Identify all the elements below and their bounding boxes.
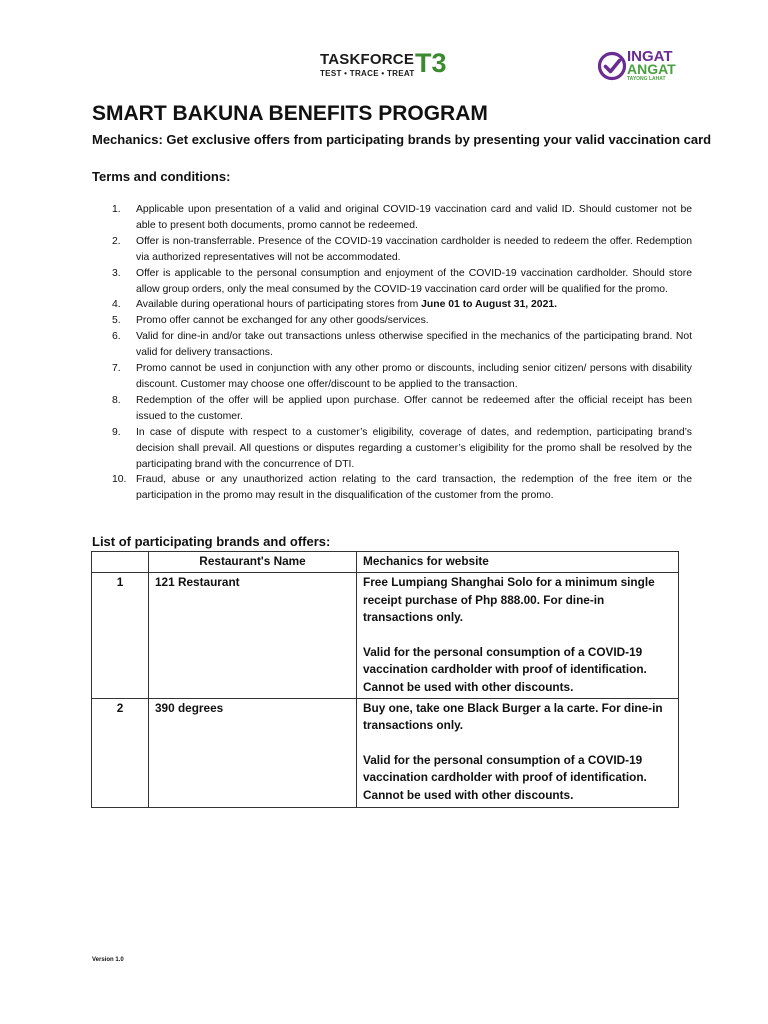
terms-item xyxy=(92,266,692,298)
paragraph-gap xyxy=(363,735,672,752)
brands-table xyxy=(91,551,679,808)
terms-item-number: 5. xyxy=(112,315,121,327)
terms-item-number: 9. xyxy=(112,426,121,438)
offer-text: Buy one, take one Black Burger a la carte. For dine-in transactions only. xyxy=(363,700,663,733)
restaurant-name: 390 degrees xyxy=(149,698,357,807)
column-header-restaurant-name: Restaurant's Name xyxy=(149,552,357,573)
mechanics-cell xyxy=(357,573,679,699)
table-header-row xyxy=(92,552,679,573)
check-circle-icon xyxy=(597,51,627,81)
terms-item xyxy=(92,361,692,393)
terms-item-number: 3. xyxy=(112,267,121,279)
offer-text: Free Lumpiang Shanghai Solo for a minimum single receipt purchase of Php 888.00. For dine-in transactions only. xyxy=(363,575,655,625)
paragraph-gap xyxy=(363,627,672,644)
terms-item-number: 1. xyxy=(112,204,121,215)
terms-item-text: Available during operational hours of participating stores from xyxy=(136,299,422,311)
terms-item-text: In case of dispute with respect to a customer’s eligibility, coverage of dates, and redemption, participating brand’s decision shall prevail. All questions or disputes regarding a customer’s eligibility for the promo shall be resolved by the participating brand with the concurrence of DTI. xyxy=(136,426,692,470)
terms-item xyxy=(92,425,692,473)
row-number: 1 xyxy=(92,573,149,699)
terms-item xyxy=(92,329,692,361)
terms-item xyxy=(92,313,692,329)
terms-item-number: 7. xyxy=(112,363,121,375)
row-number: 2 xyxy=(92,698,149,807)
version-label: Version 1.0 xyxy=(92,957,124,963)
mechanics-summary: Mechanics: Get exclusive offers from participating brands by presenting your valid vaccination card xyxy=(92,132,712,147)
ingat-angat-logo xyxy=(597,50,709,84)
terms-item xyxy=(92,297,692,313)
validity-text: Valid for the personal consumption of a COVID-19 vaccination cardholder with proof of identification. Cannot be used with other discounts. xyxy=(363,644,647,694)
terms-item-text: Offer is applicable to the personal consumption and enjoyment of the COVID-19 vaccination cardholder. Should store allow group orders, only the meal consumed by the COVID-19 vaccination card order will be qualified for the promo. xyxy=(136,267,692,295)
terms-item-number: 8. xyxy=(112,394,121,406)
ingat-logo-line2: ANGAT xyxy=(627,61,676,77)
terms-item-dates: June 01 to August 31, 2021. xyxy=(421,299,558,311)
restaurant-name: 121 Restaurant xyxy=(149,573,357,699)
mechanics-cell xyxy=(357,698,679,807)
terms-heading: Terms and conditions: xyxy=(92,169,231,184)
terms-item-number: 4. xyxy=(112,299,121,311)
terms-item-text: Applicable upon presentation of a valid and original COVID-19 vaccination card and valid ID. Should customer not be able to present both documents, promo cannot be redeemed. xyxy=(136,204,692,231)
validity-text: Valid for the personal consumption of a COVID-19 vaccination cardholder with proof of identification. Cannot be used with other discounts. xyxy=(363,752,647,802)
terms-item-text: Redemption of the offer will be applied upon purchase. Offer cannot be redeemed after the official receipt has been issued to the customer. xyxy=(136,394,692,422)
taskforce-logo-mark: T3 xyxy=(415,48,447,78)
document-title: SMART BAKUNA BENEFITS PROGRAM xyxy=(92,102,488,125)
taskforce-logo-tagline: TEST • TRACE • TREAT xyxy=(320,69,415,78)
taskforce-t3-logo xyxy=(320,48,454,82)
terms-list xyxy=(92,202,692,504)
column-header-mechanics: Mechanics for website xyxy=(357,552,679,573)
terms-item-text: Offer is non-transferrable. Presence of the COVID-19 vaccination cardholder is needed to redeem the offer. Redemption via authorized representatives will not be accommodated. xyxy=(136,235,692,263)
terms-item-number: 6. xyxy=(112,331,121,343)
terms-item-number: 10. xyxy=(112,474,127,486)
terms-item-text: Valid for dine-in and/or take out transactions unless otherwise specified in the mechanics of the participating brand. Not valid for delivery transactions. xyxy=(136,331,692,359)
table-row xyxy=(92,573,679,699)
terms-item xyxy=(92,234,692,266)
column-header-number xyxy=(92,552,149,573)
terms-item xyxy=(92,472,692,504)
terms-item-text: Promo offer cannot be exchanged for any other goods/services. xyxy=(136,315,429,327)
terms-item-text: Promo cannot be used in conjunction with any other promo or discounts, including senior citizen/ persons with disability discount. Customer may choose one offer/discount to be applied to the transaction. xyxy=(136,363,692,390)
brands-heading: List of participating brands and offers: xyxy=(92,534,331,549)
ingat-logo-line3: TAYONG LAHAT xyxy=(627,76,666,82)
taskforce-logo-name: TASKFORCE xyxy=(320,51,415,68)
terms-item-number: 2. xyxy=(112,235,121,247)
terms-item xyxy=(92,393,692,425)
table-row xyxy=(92,698,679,807)
terms-item-text: Fraud, abuse or any unauthorized action relating to the card transaction, the redemption of the free item or the participation in the promo may result in the disqualification of the customer from the promo. xyxy=(136,474,692,502)
terms-item xyxy=(92,202,692,234)
ingat-logo-line1: INGAT xyxy=(627,48,673,65)
